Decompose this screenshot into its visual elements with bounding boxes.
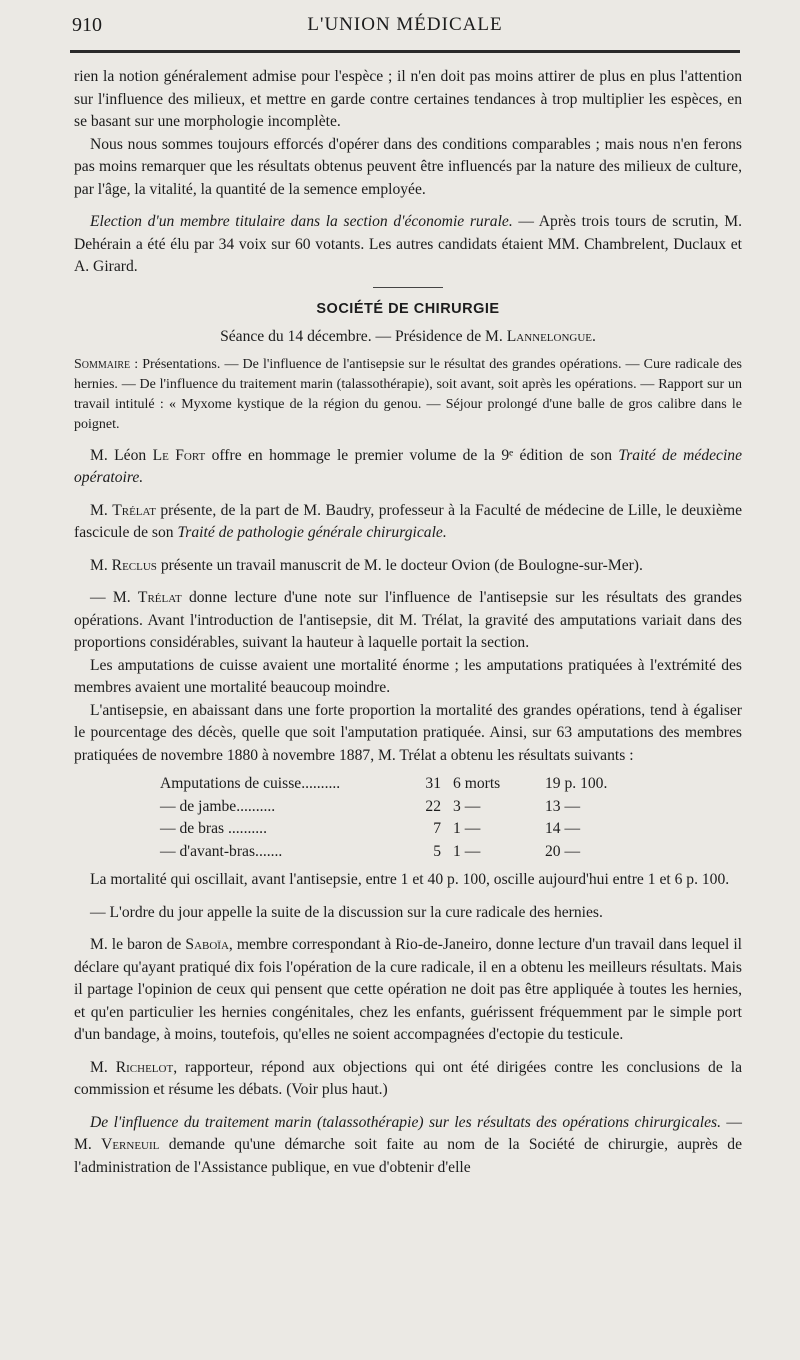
row-count: 7 [433, 820, 441, 837]
row-label: Amputations de cuisse.......... [160, 775, 341, 792]
person-name: Saboïa [185, 936, 229, 953]
text-run: présente, de la part de M. Baudry, professeur à la Faculté de médecine de Lille, le deuxième fascicule de son [74, 501, 742, 541]
page-number: 910 [72, 14, 102, 36]
row-percent: 14 — [545, 820, 581, 837]
person-name: Trélat [137, 589, 182, 606]
paragraph: La mortalité qui oscillait, avant l'antisepsie, entre 1 et 40 p. 100, oscille aujourd'hui entre 1 et 6 p. 100. [90, 871, 730, 888]
paragraph-trelat-presentation [74, 500, 742, 545]
row-count: 5 [433, 842, 441, 860]
text-run: présente un travail manuscrit de M. le docteur Ovion (de Boulogne-sur-Mer). [156, 556, 643, 574]
summary-text: : Présentations. — De l'influence de l'antisepsie sur le résultat des grandes opérations. — Cure radicale des hernies. — De l'influence du traitement marin (talassothérapie), soit avant, soit après les opérations. — Rapport sur un travail intitulé : « Myxome kystique de la région du genou. — Séjour prolongé d'une balle de gros calibre dans le poignet. [74, 356, 742, 432]
person-name: Le Fort [152, 446, 206, 464]
text-run: , membre correspondant à Rio-de-Janeiro, donne lecture d'un travail dans lequel il déclare qu'ayant pratiqué dix fois l'opération de la cure radicale, il en a obtenu les meilleurs résultats. Mais il partage l'opinion de ceux qui pensent que cette opération ne doit pas être appliquée à toutes les hernies, et qu'en particulier les hernies congénitales, chez les enfants, guérissent fréquemment par le simple port d'un bandage, à moins, toutefois, qu'elles ne soient accompagnées d'ectopie du testicule. [74, 936, 742, 1043]
topic-lead: De l'influence du traitement marin (talassothérapie) sur les résultats des opérations chirurgicales. [90, 1113, 721, 1131]
person-name: Richelot [115, 1058, 174, 1076]
person-name: Trélat [112, 501, 156, 519]
text-run: M. [90, 556, 112, 574]
book-title: Traité de médecine opératoire. [74, 446, 743, 486]
row-percent: 13 — [545, 797, 581, 815]
row-count: 31 [425, 775, 441, 792]
paragraph: L'antisepsie, en abaissant dans une forte proportion la mortalité des grandes opérations, tend à égaliser le pourcentage des décès, quelle que soit l'amputation pratiquée. Ainsi, sur 63 amputations des membres pratiquées de novembre 1880 à novembre 1887, M. Trélat a obtenu les résultats suivants : [74, 701, 742, 764]
text-run: donne lecture d'une note sur l'influence de l'antisepsie sur les résultats des grandes opérations. Avant l'introduction de l'antisepsie, dit M. Trélat, la gravité des amputations variait dans des proportions considérables, suivant la hauteur à laquelle portait la section. [74, 589, 742, 651]
section-title: SOCIÉTÉ DE CHIRURGIE [316, 300, 500, 317]
row-count: 22 [425, 797, 441, 815]
text-run: M. Léon [90, 446, 153, 464]
summary-label: Sommaire [74, 356, 131, 372]
row-deaths: 1 — [453, 820, 481, 837]
seance-text: Séance du 14 décembre. — Présidence de M. [220, 328, 507, 345]
running-title: L'UNION MÉDICALE [307, 14, 503, 35]
election-lead: Election d'un membre titulaire dans la section d'économie rurale. [90, 213, 513, 230]
paragraph: Les amputations de cuisse avaient une mortalité énorme ; les amputations pratiquées à l'extrémité des membres avaient une mortalité beaucoup moindre. [74, 656, 742, 696]
text-run: — M. [74, 1113, 742, 1153]
text-run: — M. [90, 589, 138, 606]
row-deaths: 3 — [453, 797, 481, 815]
text-run: demande qu'une démarche soit faite au nom de la Société de chirurgie, auprès de l'administration de l'Assistance publique, en vue d'obtenir d'elle [74, 1136, 742, 1176]
paragraph: Nous nous sommes toujours efforcés d'opérer dans des conditions comparables ; mais nous n'en ferons pas moins remarquer que les résultats obtenus peuvent être influencés par la nature des milieux de culture, par l'âge, la vitalité, la quantité de la semence employée. [74, 135, 742, 198]
table-row [154, 841, 661, 864]
paragraph-verneuil [74, 1112, 742, 1180]
section-heading [74, 287, 742, 321]
header-rule [70, 50, 740, 53]
row-deaths: 6 morts [453, 775, 501, 792]
paragraph-trelat-antisepsie [74, 587, 742, 655]
paragraph: — L'ordre du jour appelle la suite de la discussion sur la cure radicale des hernies. [90, 903, 603, 921]
table-row [154, 818, 661, 841]
text-run: offre en hommage le premier volume de la 9ᵉ édition de son [205, 446, 619, 464]
row-percent: 19 p. 100. [545, 775, 608, 792]
summary [74, 355, 742, 435]
row-label: — de bras .......... [160, 820, 267, 837]
row-percent: 20 — [545, 842, 581, 860]
paragraph-le-fort [74, 445, 742, 490]
text-column [74, 66, 742, 1179]
separator-rule [373, 287, 443, 288]
election-text: — Après trois tours de scrutin, M. Dehérain a été élu par 34 voix sur 60 votants. Les autres candidats étaient MM. Chambrelent, Duclaux et A. Girard. [74, 213, 742, 275]
text-run: M. [90, 501, 113, 519]
election-paragraph [74, 211, 742, 279]
row-deaths: 1 — [453, 842, 481, 860]
paragraph-saboia [74, 934, 742, 1047]
amputation-stats-table [154, 773, 661, 863]
table-row [154, 773, 661, 796]
table-row [154, 796, 661, 819]
person-name: Reclus [111, 556, 157, 574]
paragraph-richelot [74, 1057, 742, 1102]
seance-president: Lannelongue. [506, 328, 596, 345]
seance-line [74, 326, 742, 349]
page-header [70, 14, 740, 42]
paragraph-reclus [74, 555, 742, 578]
text-run: , rapporteur, répond aux objections qui ont été dirigées contre les conclusions de la commission et résume les débats. (Voir plus haut.) [74, 1058, 742, 1098]
text-run: M. [90, 1058, 116, 1076]
row-label: — d'avant-bras....... [160, 842, 283, 860]
person-name: Verneuil [101, 1136, 160, 1153]
row-label: — de jambe.......... [160, 797, 276, 815]
text-run: M. le baron de [90, 936, 186, 953]
paragraph: rien la notion généralement admise pour l'espèce ; il n'en doit pas moins attirer de plus en plus l'attention sur l'influence des milieux, et mettre en garde contre certaines tendances à trop multiplier les espèces, en se basant sur une morphologie incomplète. [74, 68, 742, 130]
book-title: Traité de pathologie générale chirurgicale. [177, 524, 447, 541]
